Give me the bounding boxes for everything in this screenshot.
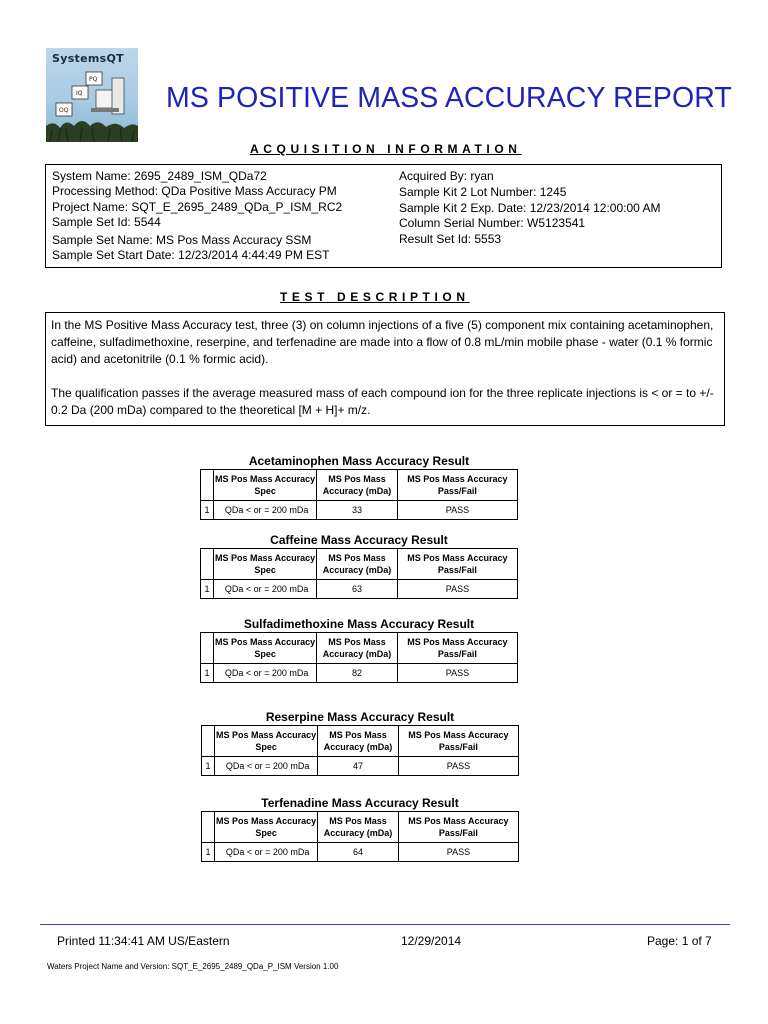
project-version: Waters Project Name and Version: SQT_E_2695_2489_QDa_P_ISM Version 1.00 <box>47 962 339 971</box>
acquisition-right-column <box>399 169 661 247</box>
result-block-caffeine <box>200 533 518 599</box>
row-number-header <box>201 633 214 664</box>
test-description-paragraph-1: In the MS Positive Mass Accuracy test, three (3) on column injections of a five (5) component mix containing acetaminophen, caffeine, sulfadimethoxine, reserpine, and terfenadine are made into a flow of 0.8 mL/min mobile phase - water (0.1 % formic acid) and acetonitrile (0.1 % formic acid). <box>51 318 714 366</box>
table-header-row <box>201 549 518 580</box>
row-number: 1 <box>201 501 214 520</box>
spec-cell: QDa < or = 200 mDa <box>214 843 317 862</box>
acquisition-info-box <box>45 164 722 268</box>
result-block-terfenadine <box>201 796 519 862</box>
passfail-header: MS Pos Mass Accuracy Pass/Fail <box>397 470 517 501</box>
passfail-header: MS Pos Mass Accuracy Pass/Fail <box>398 812 518 843</box>
passfail-header: MS Pos Mass Accuracy Pass/Fail <box>398 726 518 757</box>
row-number-header <box>201 549 214 580</box>
table-row <box>201 664 518 683</box>
row-number: 1 <box>201 664 214 683</box>
print-date: 12/29/2014 <box>401 934 462 948</box>
logo-badge-oq: OQ <box>59 107 69 114</box>
result-table <box>201 811 519 862</box>
table-header-row <box>201 470 518 501</box>
table-row <box>201 580 518 599</box>
sample-set-name: Sample Set Name: MS Pos Mass Accuracy SSM <box>52 232 312 247</box>
accuracy-cell: 64 <box>318 843 399 862</box>
page-number: Page: 1 of 7 <box>647 934 712 948</box>
test-description-heading: TEST DESCRIPTION <box>280 290 470 304</box>
spec-cell: QDa < or = 200 mDa <box>213 664 316 683</box>
sample-set-id: Sample Set Id: 5544 <box>52 215 161 230</box>
column-serial-number: Column Serial Number: W5123541 <box>399 216 586 231</box>
accuracy-header: MS Pos Mass Accuracy (mDa) <box>317 633 398 664</box>
acquisition-heading: ACQUISITION INFORMATION <box>250 142 522 156</box>
result-block-sulfadimethoxine <box>200 617 518 683</box>
passfail-header: MS Pos Mass Accuracy Pass/Fail <box>397 549 517 580</box>
table-header-row <box>201 633 518 664</box>
result-block-acetaminophen <box>200 454 518 520</box>
printed-timestamp: Printed 11:34:41 AM US/Eastern <box>57 934 230 948</box>
acquisition-left-column <box>52 169 342 263</box>
sample-set-start-date: Sample Set Start Date: 12/23/2014 4:44:49 PM EST <box>52 248 330 263</box>
result-table <box>200 632 518 683</box>
result-cell: PASS <box>397 501 517 520</box>
result-block-reserpine <box>201 710 519 776</box>
footer-divider <box>40 924 730 925</box>
spec-cell: QDa < or = 200 mDa <box>214 757 317 776</box>
result-title: Terfenadine Mass Accuracy Result <box>261 796 459 810</box>
system-name: System Name: 2695_2489_ISM_QDa72 <box>52 169 267 183</box>
logo-badge-iq: IQ <box>76 90 83 97</box>
result-cell: PASS <box>398 843 518 862</box>
table-row <box>202 757 519 776</box>
result-cell: PASS <box>398 757 518 776</box>
accuracy-header: MS Pos Mass Accuracy (mDa) <box>318 812 399 843</box>
logo-text: SystemsQT <box>52 52 124 65</box>
accuracy-header: MS Pos Mass Accuracy (mDa) <box>317 470 398 501</box>
row-number: 1 <box>202 843 215 862</box>
acquired-by: Acquired By: ryan <box>399 169 494 183</box>
row-number-header <box>202 812 215 843</box>
result-table <box>200 469 518 520</box>
result-cell: PASS <box>397 664 517 683</box>
table-row <box>202 843 519 862</box>
spec-cell: QDa < or = 200 mDa <box>213 501 316 520</box>
result-cell: PASS <box>397 580 517 599</box>
test-description-box <box>45 312 725 426</box>
accuracy-cell: 33 <box>317 501 398 520</box>
sample-kit-lot-number: Sample Kit 2 Lot Number: 1245 <box>399 185 567 200</box>
result-table <box>201 725 519 776</box>
row-number-header <box>202 726 215 757</box>
result-title: Reserpine Mass Accuracy Result <box>265 710 455 724</box>
spec-header: MS Pos Mass Accuracy Spec <box>213 633 316 664</box>
result-set-id: Result Set Id: 5553 <box>399 231 502 246</box>
accuracy-cell: 47 <box>318 757 399 776</box>
table-row <box>201 501 518 520</box>
table-header-row <box>202 726 519 757</box>
spec-header: MS Pos Mass Accuracy Spec <box>213 470 316 501</box>
result-title: Acetaminophen Mass Accuracy Result <box>248 454 470 468</box>
report-title: MS POSITIVE MASS ACCURACY REPORT <box>166 82 732 114</box>
passfail-header: MS Pos Mass Accuracy Pass/Fail <box>397 633 517 664</box>
row-number: 1 <box>202 757 215 776</box>
result-title: Caffeine Mass Accuracy Result <box>270 533 448 547</box>
accuracy-cell: 82 <box>317 664 398 683</box>
systemsqt-logo <box>46 48 138 142</box>
table-header-row <box>202 812 519 843</box>
spec-header: MS Pos Mass Accuracy Spec <box>214 812 317 843</box>
logo-illustration-icon <box>46 48 138 142</box>
spec-header: MS Pos Mass Accuracy Spec <box>213 549 316 580</box>
sample-kit-exp-date: Sample Kit 2 Exp. Date: 12/23/2014 12:00:00 AM <box>399 200 661 215</box>
processing-method: Processing Method: QDa Positive Mass Accuracy PM <box>52 184 337 199</box>
accuracy-header: MS Pos Mass Accuracy (mDa) <box>317 549 398 580</box>
project-name: Project Name: SQT_E_2695_2489_QDa_P_ISM_RC2 <box>52 199 343 214</box>
test-description-paragraph-2: The qualification passes if the average measured mass of each compound ion for the three replicate injections is < or = to +/- 0.2 Da (200 mDa) compared to the theoretical [M + H]+ m/z. <box>51 386 714 417</box>
result-table <box>200 548 518 599</box>
logo-badge-pq: PQ <box>89 76 98 83</box>
spec-cell: QDa < or = 200 mDa <box>213 580 316 599</box>
row-number: 1 <box>201 580 214 599</box>
accuracy-header: MS Pos Mass Accuracy (mDa) <box>318 726 399 757</box>
row-number-header <box>201 470 214 501</box>
spec-header: MS Pos Mass Accuracy Spec <box>214 726 317 757</box>
result-title: Sulfadimethoxine Mass Accuracy Result <box>243 617 475 631</box>
accuracy-cell: 63 <box>317 580 398 599</box>
